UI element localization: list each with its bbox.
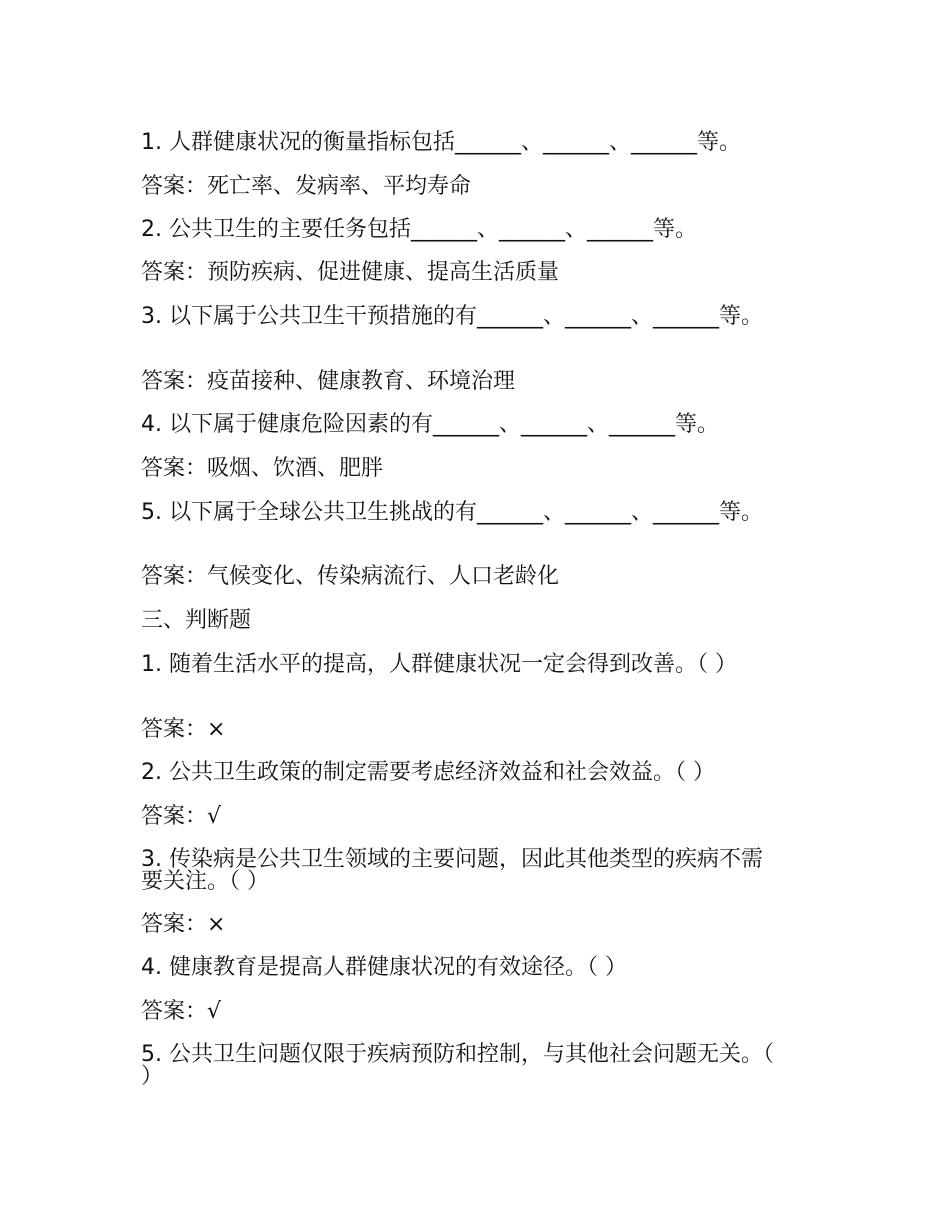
true-false-answer-2: 答案：√ bbox=[141, 804, 222, 829]
section-heading-true-false: 三、判断题 bbox=[141, 608, 252, 633]
fill-blank-question-1: 1. 人群健康状况的衡量指标包括______、______、______等。 bbox=[141, 130, 741, 155]
fill-blank-question-5: 5. 以下属于全球公共卫生挑战的有______、______、______等。 bbox=[141, 500, 763, 525]
true-false-answer-1: 答案：× bbox=[141, 717, 226, 742]
answer-1: 答案：死亡率、发病率、平均寿命 bbox=[141, 174, 472, 199]
true-false-question-1: 1. 随着生活水平的提高，人群健康状况一定会得到改善。（ ） bbox=[141, 652, 737, 677]
true-false-answer-3: 答案：× bbox=[141, 912, 226, 937]
fill-blank-question-2: 2. 公共卫生的主要任务包括______、______、______等。 bbox=[141, 217, 697, 242]
true-false-question-4: 4. 健康教育是提高人群健康状况的有效途径。（ ） bbox=[141, 955, 627, 980]
true-false-question-5: 5. 公共卫生问题仅限于疾病预防和控制，与其他社会问题无关。（ ） bbox=[141, 1042, 774, 1089]
true-false-question-2: 2. 公共卫生政策的制定需要考虑经济效益和社会效益。（ ） bbox=[141, 760, 715, 785]
fill-blank-question-3: 3. 以下属于公共卫生干预措施的有______、______、______等。 bbox=[141, 304, 763, 329]
true-false-question-3: 3. 传染病是公共卫生领域的主要问题，因此其他类型的疾病不需要关注。（ ） bbox=[141, 847, 763, 894]
answer-2: 答案：预防疾病、促进健康、提高生活质量 bbox=[141, 260, 560, 285]
answer-3: 答案：疫苗接种、健康教育、环境治理 bbox=[141, 369, 516, 394]
true-false-answer-4: 答案：√ bbox=[141, 999, 222, 1024]
answer-5: 答案：气候变化、传染病流行、人口老龄化 bbox=[141, 564, 560, 589]
answer-4: 答案：吸烟、饮酒、肥胖 bbox=[141, 456, 384, 481]
fill-blank-question-4: 4. 以下属于健康危险因素的有______、______、______等。 bbox=[141, 412, 719, 437]
